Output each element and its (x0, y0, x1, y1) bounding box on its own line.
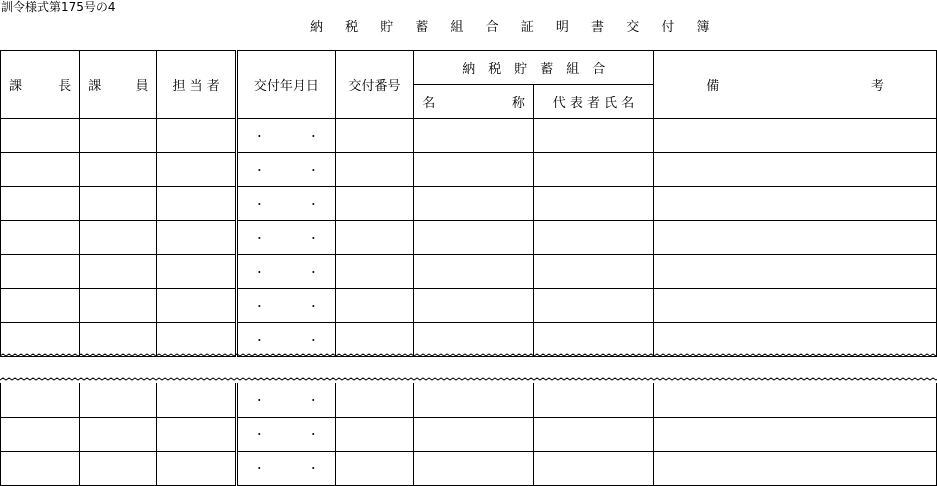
cell-tantosha[interactable] (157, 221, 236, 255)
cell-kain[interactable] (80, 153, 157, 187)
cell-biko[interactable] (653, 383, 936, 417)
cell-daihyosha[interactable] (533, 417, 653, 451)
cell-biko[interactable] (654, 255, 937, 289)
cell-kofu-number[interactable] (335, 255, 413, 289)
cell-meisho[interactable] (414, 255, 534, 289)
header-daihyosha: 代 表 者 氏 名 (533, 85, 653, 119)
form-number: 訓令様式第175号の4 (1, 0, 116, 14)
cell-tantosha[interactable] (157, 417, 236, 451)
cell-tantosha[interactable] (157, 153, 236, 187)
cell-biko[interactable] (654, 187, 937, 221)
cell-kacho[interactable] (1, 255, 80, 289)
cell-daihyosha[interactable] (533, 153, 653, 187)
header-kain: 課 員 (80, 51, 157, 119)
cell-tantosha[interactable] (157, 187, 236, 221)
table-row (1, 119, 937, 153)
cell-daihyosha[interactable] (533, 383, 653, 417)
cell-kain[interactable] (80, 417, 157, 451)
header-kofu-date: 交付年月日 (236, 51, 335, 119)
cell-biko[interactable] (653, 451, 936, 485)
cell-kain[interactable] (80, 255, 157, 289)
cell-biko[interactable] (654, 323, 937, 357)
header-tantosha: 担 当 者 (157, 51, 236, 119)
cell-tantosha[interactable] (157, 289, 236, 323)
cell-kofu-number[interactable] (335, 451, 413, 485)
cell-kofu-date[interactable]: ・ ・ (236, 451, 335, 485)
cell-kain[interactable] (80, 383, 157, 417)
cell-meisho[interactable] (414, 153, 534, 187)
cell-kofu-number[interactable] (335, 289, 413, 323)
cell-meisho[interactable] (413, 451, 533, 485)
cell-daihyosha[interactable] (533, 187, 653, 221)
header-kofu-number: 交付番号 (335, 51, 413, 119)
cell-kacho[interactable] (1, 289, 80, 323)
cell-kain[interactable] (80, 289, 157, 323)
cell-kacho[interactable] (1, 221, 80, 255)
cell-kain[interactable] (80, 187, 157, 221)
cell-tantosha[interactable] (157, 451, 236, 485)
cell-kacho[interactable] (1, 153, 80, 187)
cell-kacho[interactable] (1, 187, 80, 221)
register-table-continued (0, 383, 937, 486)
cell-kofu-number[interactable] (335, 417, 413, 451)
cell-kacho[interactable] (1, 119, 80, 153)
header-biko: 備 考 (654, 51, 937, 119)
cell-kofu-date[interactable]: ・ ・ (236, 323, 335, 357)
cell-kofu-number[interactable] (335, 383, 413, 417)
cell-kofu-date[interactable]: ・ ・ (236, 289, 335, 323)
cell-kofu-date[interactable]: ・ ・ (236, 383, 335, 417)
cell-biko[interactable] (654, 119, 937, 153)
table-row (1, 255, 937, 289)
header-kacho: 課 長 (1, 51, 80, 119)
cell-kofu-number[interactable] (335, 221, 413, 255)
cell-kain[interactable] (80, 451, 157, 485)
cell-biko[interactable] (654, 289, 937, 323)
cell-kofu-date[interactable]: ・ ・ (236, 221, 335, 255)
cell-kofu-date[interactable]: ・ ・ (236, 119, 335, 153)
table-row (1, 451, 937, 485)
table-row (1, 221, 937, 255)
cell-meisho[interactable] (414, 221, 534, 255)
cell-daihyosha[interactable] (533, 323, 653, 357)
cell-tantosha[interactable] (157, 255, 236, 289)
cell-meisho[interactable] (414, 119, 534, 153)
header-kumiai-group: 納 税 貯 蓄 組 合 (414, 51, 654, 85)
cell-meisho[interactable] (414, 289, 534, 323)
cell-daihyosha[interactable] (533, 451, 653, 485)
cell-biko[interactable] (654, 153, 937, 187)
cell-kofu-number[interactable] (335, 323, 413, 357)
table-row (1, 187, 937, 221)
cell-daihyosha[interactable] (533, 221, 653, 255)
cell-biko[interactable] (654, 221, 937, 255)
table-break-marker (0, 353, 937, 383)
cell-kofu-number[interactable] (335, 187, 413, 221)
cell-kacho[interactable] (1, 417, 80, 451)
cell-tantosha[interactable] (157, 323, 236, 357)
cell-meisho[interactable] (413, 383, 533, 417)
table-row (1, 383, 937, 417)
cell-meisho[interactable] (414, 323, 534, 357)
cell-daihyosha[interactable] (533, 119, 653, 153)
document-title: 納 税 貯 蓄 組 合 証 明 書 交 付 簿 (310, 20, 719, 35)
table-row (1, 323, 937, 357)
table-row (1, 289, 937, 323)
register-table (0, 50, 937, 357)
table-row (1, 417, 937, 451)
cell-kofu-number[interactable] (335, 119, 413, 153)
cell-kain[interactable] (80, 221, 157, 255)
cell-kain[interactable] (80, 119, 157, 153)
cell-kacho[interactable] (1, 323, 80, 357)
cell-biko[interactable] (653, 417, 936, 451)
cell-kofu-date[interactable]: ・ ・ (236, 255, 335, 289)
cell-daihyosha[interactable] (533, 255, 653, 289)
cell-daihyosha[interactable] (533, 289, 653, 323)
cell-kain[interactable] (80, 323, 157, 357)
cell-kofu-date[interactable]: ・ ・ (236, 153, 335, 187)
cell-kacho[interactable] (1, 383, 80, 417)
cell-meisho[interactable] (413, 417, 533, 451)
cell-kofu-number[interactable] (335, 153, 413, 187)
cell-meisho[interactable] (414, 187, 534, 221)
table-row (1, 153, 937, 187)
cell-kofu-date[interactable]: ・ ・ (236, 187, 335, 221)
cell-kacho[interactable] (1, 451, 80, 485)
header-meisho: 名 称 (414, 85, 534, 119)
cell-tantosha[interactable] (157, 383, 236, 417)
cell-kofu-date[interactable]: ・ ・ (236, 417, 335, 451)
cell-tantosha[interactable] (157, 119, 236, 153)
